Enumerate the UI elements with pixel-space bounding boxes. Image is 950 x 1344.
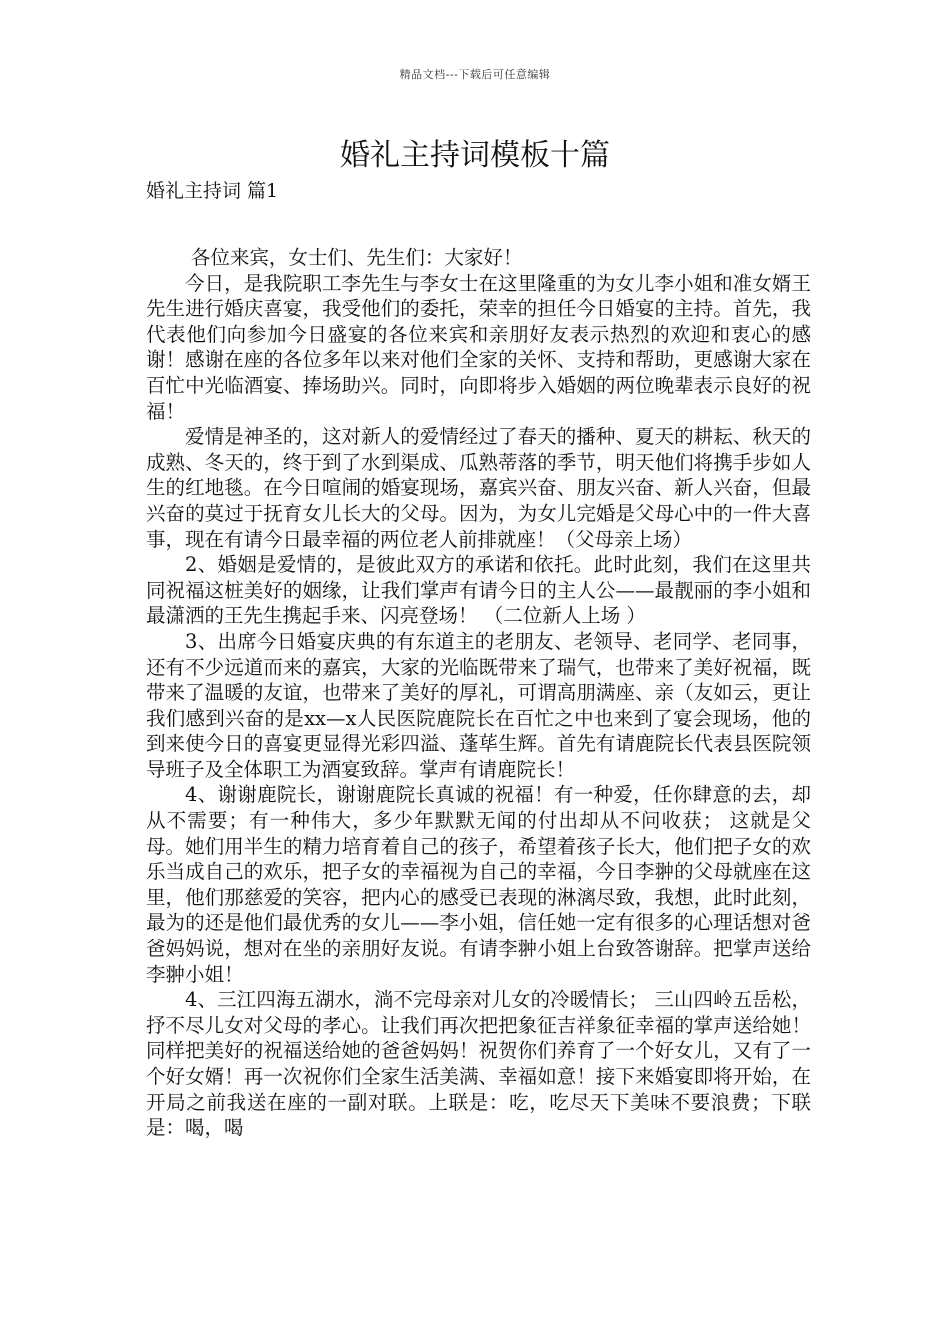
paragraph: 今日，是我院职工李先生与李女士在这里隆重的为女儿李小姐和准女婿王先生进行婚庆喜宴，我受他们的委托，荣幸的担任今日婚宴的主持。首先，我代表他们向参加今日盛宴的各位来宾和亲朋好友表示热烈的欢迎和衷心的感谢！感谢在座的各位多年以来对他们全家的关怀、支持和帮助，更感谢大家在百忙中光临酒宴、捧场助兴。同时，向即将步入婚姻的两位晚辈表示良好的祝福！ <box>146 271 811 423</box>
paragraph-greeting: 各位来宾，女士们、先生们：大家好！ <box>190 246 523 269</box>
paragraph: 爱情是神圣的，这对新人的爱情经过了春天的播种、夏天的耕耘、秋天的成熟、冬天的，终于到了水到渠成、瓜熟蒂落的季节，明天他们将携手步如人生的红地毯。在今日喧闹的婚宴现场，嘉宾兴奋、朋友兴奋、新人兴奋，但最兴奋的莫过于抚育女儿长大的父母。因为，为女儿完婚是父母心中的一件大喜事，现在有请今日最幸福的两位老人前排就座！（父母亲上场） <box>146 425 811 551</box>
document-title: 婚礼主持词模板十篇 <box>340 138 610 173</box>
document-body <box>146 245 811 1141</box>
section-title: 婚礼主持词 篇1 <box>146 180 279 202</box>
paragraph: 2、婚姻是爱情的，是彼此双方的承诺和依托。此时此刻，我们在这里共同祝福这桩美好的姻缘，让我们掌声有请今日的主人公——最靓丽的李小姐和最潇洒的王先生携起手来、闪亮登场！ （二位新人上场 ） <box>146 553 811 628</box>
paragraph: 4、三江四海五湖水，淌不完母亲对儿女的冷暖情长； 三山四岭五岳松，抒不尽儿女对父母的孝心。让我们再次把把象征吉祥象征幸福的掌声送给她！同样把美好的祝福送给她的爸爸妈妈！祝贺你们养育了一个好女儿，又有了一个好女婿！再一次祝你们全家生活美满、幸福如意！接下来婚宴即将开始，在开局之前我送在座的一副对联。上联是：吃，吃尽天下美味不要浪费；下联是：喝，喝 <box>146 988 811 1140</box>
paragraph: 4、谢谢鹿院长，谢谢鹿院长真诚的祝福！有一种爱，任你肆意的去，却从不需要；有一种伟大，多少年默默无闻的付出却从不问收获； 这就是父母。她们用半生的精力培育着自己的孩子，希望着孩子长大，他们把子女的欢乐当成自己的欢乐，把子女的幸福视为自己的幸福，今日李翀的父母就座在这里，他们那慈爱的笑容，把内心的感受已表现的淋漓尽致，我想，此时此刻，最为的还是他们最优秀的女儿——李小姐，信任她一定有很多的心理话想对爸爸妈妈说，想对在坐的亲朋好友说。有请李翀小姐上台致答谢辞。把掌声送给李翀小姐！ <box>146 783 811 986</box>
paragraph: 3、出席今日婚宴庆典的有东道主的老朋友、老领导、老同学、老同事，还有不少远道而来的嘉宾，大家的光临既带来了瑞气，也带来了美好祝福，既带来了温暖的友谊，也带来了美好的厚礼，可谓高朋满座、亲（友如云，更让我们感到兴奋的是xx—x人民医院鹿院长在百忙之中也来到了宴会现场，他的到来使今日的喜宴更显得光彩四溢、蓬荜生辉。首先有请鹿院长代表县医院领导班子及全体职工为酒宴致辞。掌声有请鹿院长！ <box>146 629 811 781</box>
header-note: 精品文档---下载后可任意编辑 <box>399 68 551 81</box>
